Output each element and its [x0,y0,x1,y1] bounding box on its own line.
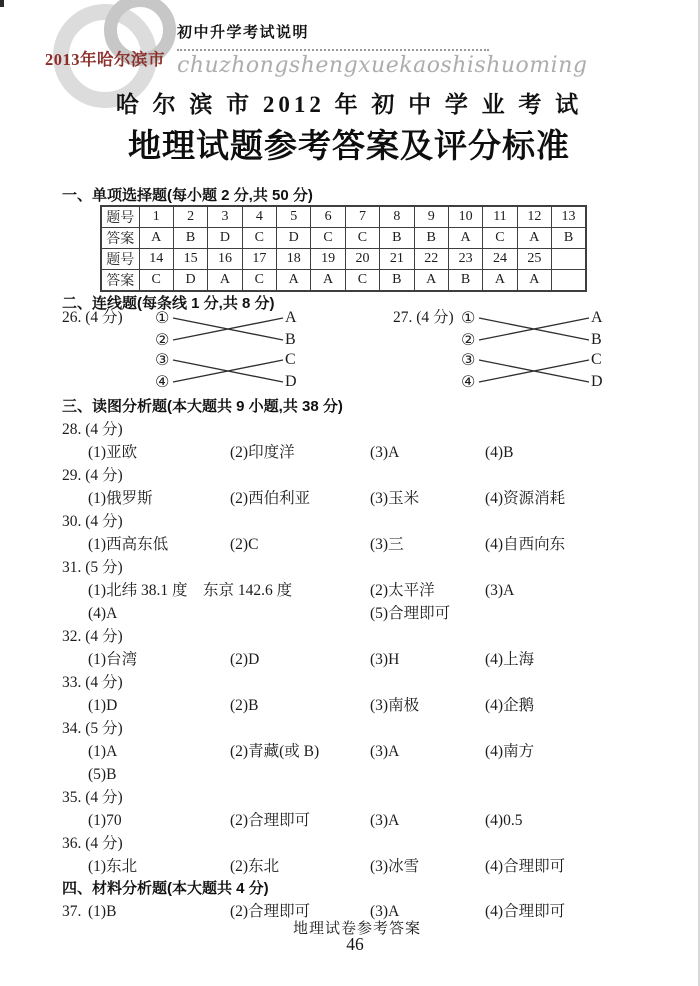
table-cell: B [552,228,587,249]
exam-title: 哈 尔 滨 市 2012 年 初 中 学 业 考 试 [115,92,583,117]
table-cell: 6 [311,206,345,228]
table-cell: C [139,270,173,292]
table-cell: 1 [139,206,173,228]
answer-line [88,487,640,510]
table-cell: B [173,228,207,249]
answer-item: (3)冰雪 [370,858,420,875]
circled-number: ① [461,308,476,327]
table-cell: A [517,228,551,249]
matching-question-27 [393,308,611,394]
table-row [101,206,586,228]
answer-item: (1)北纬 38.1 度 东京 142.6 度 [88,582,293,599]
matching-question-26 [62,308,305,394]
table-cell: A [483,270,517,292]
answer-line [88,441,640,464]
question-number: 35. (4 分) [62,789,123,806]
answer-item: (2)东北 [230,858,280,875]
section-1-heading: 一、单项选择题(每小题 2 分,共 50 分) [62,187,313,204]
answer-item: (5)B [88,766,117,783]
table-cell: A [277,270,311,292]
answer-item: (3)A [370,444,400,461]
matching-diagram [461,308,611,394]
table-cell: A [448,228,482,249]
table-cell: 题号 [101,206,139,228]
table-cell: 16 [208,249,242,270]
answer-item: (1)俄罗斯 [88,490,153,507]
table-cell: D [277,228,311,249]
header-right [177,21,588,78]
answer-item: (4)资源消耗 [485,490,566,507]
table-cell: A [208,270,242,292]
matching-lines [477,308,591,394]
question-number: 31. (5 分) [62,559,123,576]
table-cell: 22 [414,249,448,270]
table-cell: 8 [380,206,414,228]
table-cell: A [414,270,448,292]
option-letter: D [591,373,603,390]
answer-item: (4)A [88,605,118,622]
table-cell: 题号 [101,249,139,270]
answer-line [88,579,640,602]
question-label: 26. (4 分) [62,309,123,326]
answer-item: (4)合理即可 [485,903,566,920]
table-cell: C [345,270,379,292]
table-cell: 7 [345,206,379,228]
answer-item: (4)南方 [485,743,535,760]
answer-item: (3)H [370,651,400,668]
question-number: 33. (4 分) [62,674,123,691]
question-label: 27. (4 分) [393,309,454,326]
table-cell: A [311,270,345,292]
answer-line [88,740,640,763]
answer-item: (2)西伯利亚 [230,490,311,507]
table-cell: C [311,228,345,249]
table-cell: D [173,270,207,292]
table-cell: 21 [380,249,414,270]
answer-item: (4)合理即可 [485,858,566,875]
section-3-heading: 三、读图分析题(本大题共 9 小题,共 38 分) [62,398,343,415]
table-cell: 13 [552,206,587,228]
answer-item: (2)印度洋 [230,444,295,461]
answer-item: (1)70 [88,812,122,829]
table-cell: 18 [277,249,311,270]
question-number: 36. (4 分) [62,835,123,852]
table-row [101,228,586,249]
answer-table [100,205,587,292]
question-number: 32. (4 分) [62,628,123,645]
answer-item: (1)B [88,903,117,920]
answer-line [88,809,640,832]
answer-item: (2)青藏(或 B) [230,743,320,760]
answer-item: (4)自西向东 [485,536,566,553]
question-number: 29. (4 分) [62,467,123,484]
answer-line [88,648,640,671]
table-cell: 15 [173,249,207,270]
circled-number: ② [461,330,476,349]
circled-number: ③ [461,350,476,369]
table-cell: 答案 [101,270,139,292]
answer-item: (2)合理即可 [230,812,311,829]
section-4-heading: 四、材料分析题(本大题共 4 分) [62,880,269,897]
answer-item: (1)D [88,697,118,714]
series-title: 初中升学考试说明 [177,24,310,41]
page-number: 46 [346,934,364,954]
answer-item: (2)合理即可 [230,903,311,920]
table-cell: B [380,228,414,249]
option-letter: A [591,309,603,326]
circled-number: ④ [155,372,170,391]
option-letter: B [285,331,296,348]
table-cell: 11 [483,206,517,228]
answer-item: (3)三 [370,536,404,553]
answer-item: (2)太平洋 [370,582,435,599]
table-cell: C [242,270,276,292]
answer-item: (2)B [230,697,259,714]
table-cell: A [139,228,173,249]
table-cell: 答案 [101,228,139,249]
answer-item: (3)A [370,743,400,760]
circled-number: ① [155,308,170,327]
table-cell [552,270,587,292]
table-row [101,249,586,270]
answer-line [88,855,640,878]
table-cell: 2 [173,206,207,228]
option-letter: A [285,309,297,326]
table-cell: 5 [277,206,311,228]
table-cell: C [242,228,276,249]
table-cell: 12 [517,206,551,228]
dotted-divider [177,49,489,51]
table-cell: 25 [517,249,551,270]
pinyin-watermark: chuzhongshengxuekaoshishuoming [177,53,588,78]
answer-item: (1)A [88,743,118,760]
answer-item: (4)0.5 [485,812,523,829]
matching-lines [171,308,285,394]
answer-item: (3)A [485,582,515,599]
answer-item: (1)东北 [88,858,138,875]
table-cell: 23 [448,249,482,270]
answer-item: (5)合理即可 [370,605,451,622]
table-cell: B [414,228,448,249]
answer-item: (4)上海 [485,651,535,668]
table-cell [552,249,587,270]
answer-line [88,602,640,625]
option-letter: C [591,351,602,368]
table-cell: 4 [242,206,276,228]
answer-item: (3)A [370,903,400,920]
table-cell: 10 [448,206,482,228]
circled-number: ② [155,330,170,349]
question-number: 34. (5 分) [62,720,123,737]
table-cell: D [208,228,242,249]
section-2-heading: 二、连线题(每条线 1 分,共 8 分) [62,295,275,312]
table-cell: B [448,270,482,292]
question-number: 28. (4 分) [62,421,123,438]
answer-item: (3)南极 [370,697,420,714]
answer-item: (2)D [230,651,260,668]
table-row [101,270,586,292]
answer-line [88,533,640,556]
table-cell: C [483,228,517,249]
questions-area [62,396,640,923]
answer-item: (1)亚欧 [88,444,138,461]
question-number: 37. [62,903,82,920]
answer-item: (3)玉米 [370,490,420,507]
table-cell: C [345,228,379,249]
table-cell: B [380,270,414,292]
page-title: 地理试题参考答案及评分标准 [128,129,570,165]
table-cell: 20 [345,249,379,270]
option-letter: B [591,331,602,348]
matching-diagram [155,308,305,394]
footer-label: 地理试卷参考答案 [292,921,421,937]
option-letter: C [285,351,296,368]
table-cell: 3 [208,206,242,228]
answer-line [88,694,640,717]
answer-item: (4)企鹅 [485,697,535,714]
answer-item: (1)西高东低 [88,536,169,553]
table-cell: 9 [414,206,448,228]
answer-item: (4)B [485,444,514,461]
circled-number: ④ [461,372,476,391]
circled-number: ③ [155,350,170,369]
answer-line [88,763,640,786]
table-cell: 17 [242,249,276,270]
answer-item: (2)C [230,536,259,553]
table-cell: 19 [311,249,345,270]
scan-artifact [0,0,4,7]
table-cell: 14 [139,249,173,270]
option-letter: D [285,373,297,390]
answer-item: (1)台湾 [88,651,138,668]
table-cell: 24 [483,249,517,270]
year-city-label: 2013年哈尔滨市 [45,50,165,69]
answer-item: (3)A [370,812,400,829]
question-number: 30. (4 分) [62,513,123,530]
table-cell: A [517,270,551,292]
